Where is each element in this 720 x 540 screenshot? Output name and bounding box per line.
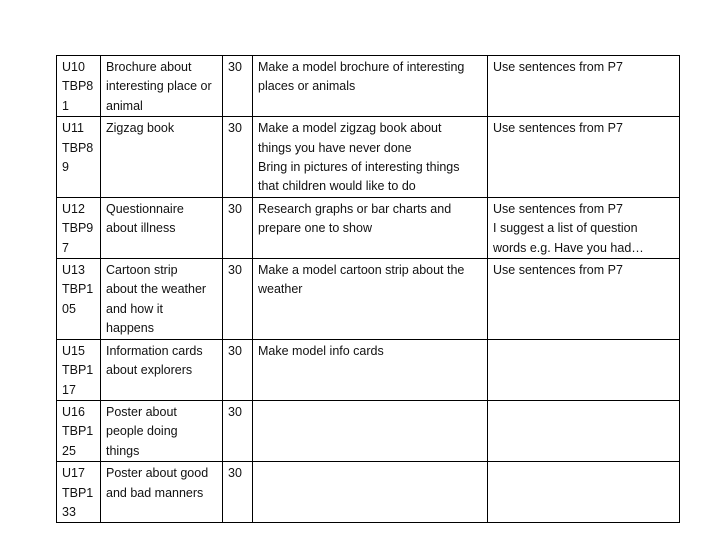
minutes-cell <box>223 197 253 258</box>
product-line: happens <box>106 321 154 336</box>
activity-line: Make model info cards <box>258 343 384 358</box>
notes-line: Use sentences from P7 <box>493 201 623 216</box>
unit-cell <box>57 400 101 461</box>
notes-line: Use sentences from P7 <box>493 121 623 136</box>
activity-line: Research graphs or bar charts and <box>258 201 452 216</box>
unit-line: U10 <box>62 60 85 74</box>
minutes-cell <box>223 117 253 198</box>
unit-line: TBP1 <box>62 282 94 297</box>
activity-cell <box>253 56 488 117</box>
activity-cell <box>253 462 488 523</box>
unit-line: U12 <box>62 201 85 216</box>
notes-cell <box>488 259 680 340</box>
activity-line: prepare one to show <box>258 221 372 236</box>
notes-line: Use sentences from P7 <box>493 263 623 278</box>
unit-line: 1 <box>62 98 69 113</box>
activity-line: places or animals <box>258 79 356 94</box>
product-line: about illness <box>106 221 176 236</box>
activity-line: Make a model brochure of interesting <box>258 60 465 74</box>
unit-cell <box>57 259 101 340</box>
product-line: Zigzag book <box>106 121 175 136</box>
product-line: Poster about <box>106 404 177 419</box>
unit-line: 05 <box>62 301 76 316</box>
notes-cell <box>488 197 680 258</box>
activity-cell <box>253 117 488 198</box>
unit-line: 17 <box>62 382 76 397</box>
minutes-value: 30 <box>228 343 242 358</box>
activity-cell <box>253 400 488 461</box>
table-row <box>57 339 680 400</box>
product-line: about the weather <box>106 282 207 297</box>
product-line: Questionnaire <box>106 201 184 216</box>
unit-line: U17 <box>62 466 85 481</box>
minutes-cell <box>223 339 253 400</box>
minutes-value: 30 <box>228 466 242 481</box>
notes-line: Use sentences from P7 <box>493 60 623 74</box>
table-row <box>57 117 680 198</box>
unit-line: 7 <box>62 240 69 255</box>
unit-line: TBP8 <box>62 140 94 155</box>
notes-line: I suggest a list of question <box>493 221 638 236</box>
product-line: Cartoon strip <box>106 263 178 278</box>
notes-cell <box>488 462 680 523</box>
notes-cell <box>488 400 680 461</box>
product-line: and bad manners <box>106 485 204 500</box>
product-cell <box>101 197 223 258</box>
unit-line: TBP1 <box>62 363 94 378</box>
unit-cell <box>57 117 101 198</box>
minutes-value: 30 <box>228 404 242 419</box>
activity-line: that children would like to do <box>258 179 416 194</box>
table-body <box>57 56 680 523</box>
activity-cell <box>253 339 488 400</box>
minutes-cell <box>223 56 253 117</box>
notes-line: words e.g. Have you had… <box>493 240 644 255</box>
activity-line: weather <box>258 282 303 297</box>
minutes-cell <box>223 462 253 523</box>
unit-cell <box>57 462 101 523</box>
minutes-value: 30 <box>228 121 242 136</box>
activity-line: Bring in pictures of interesting things <box>258 160 460 175</box>
unit-cell <box>57 56 101 117</box>
activity-line: things you have never done <box>258 140 412 155</box>
minutes-cell <box>223 259 253 340</box>
product-cell <box>101 339 223 400</box>
unit-line: U15 <box>62 343 85 358</box>
unit-line: 9 <box>62 160 69 175</box>
minutes-value: 30 <box>228 263 242 278</box>
product-cell <box>101 56 223 117</box>
activity-line: Make a model cartoon strip about the <box>258 263 465 278</box>
minutes-value: 30 <box>228 60 242 74</box>
table-row <box>57 462 680 523</box>
product-cell <box>101 117 223 198</box>
unit-cell <box>57 197 101 258</box>
unit-cell <box>57 339 101 400</box>
table-row <box>57 400 680 461</box>
notes-cell <box>488 56 680 117</box>
activity-cell <box>253 259 488 340</box>
product-line: interesting place or <box>106 79 212 94</box>
product-line: Poster about good <box>106 466 209 481</box>
unit-line: TBP1 <box>62 485 94 500</box>
product-line: Information cards <box>106 343 203 358</box>
table-row <box>57 259 680 340</box>
product-cell <box>101 462 223 523</box>
notes-cell <box>488 339 680 400</box>
product-line: Brochure about <box>106 60 192 74</box>
lesson-plan-table <box>56 55 680 523</box>
minutes-value: 30 <box>228 201 242 216</box>
unit-line: 25 <box>62 443 76 458</box>
unit-line: U16 <box>62 404 85 419</box>
unit-line: 33 <box>62 504 76 519</box>
unit-line: U13 <box>62 263 85 278</box>
unit-line: U11 <box>62 121 85 136</box>
activity-line: Make a model zigzag book about <box>258 121 442 136</box>
unit-line: TBP1 <box>62 424 94 439</box>
notes-cell <box>488 117 680 198</box>
unit-line: TBP8 <box>62 79 94 94</box>
activity-cell <box>253 197 488 258</box>
product-line: animal <box>106 98 143 113</box>
product-line: people doing <box>106 424 178 439</box>
unit-line: TBP9 <box>62 221 94 236</box>
table-row <box>57 197 680 258</box>
product-cell <box>101 400 223 461</box>
product-cell <box>101 259 223 340</box>
product-line: and how it <box>106 301 163 316</box>
product-line: things <box>106 443 140 458</box>
minutes-cell <box>223 400 253 461</box>
table-row <box>57 56 680 117</box>
product-line: about explorers <box>106 363 193 378</box>
